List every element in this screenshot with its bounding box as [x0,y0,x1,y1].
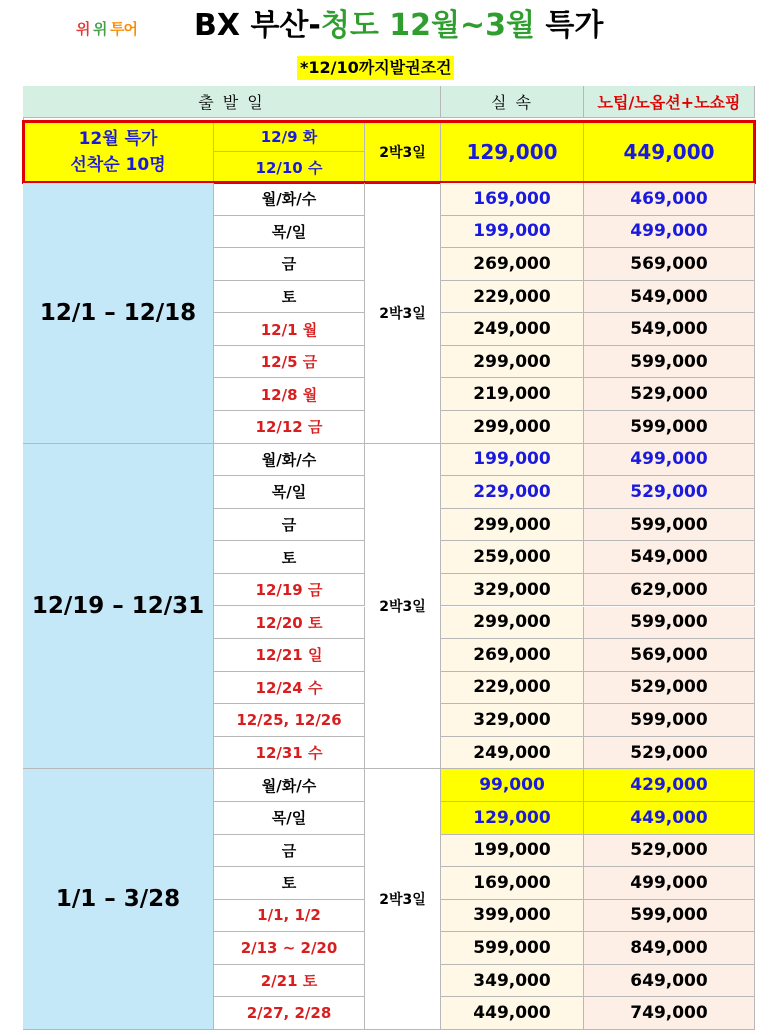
logo-part: 투어 [110,20,137,38]
group-date-range: 12/1 – 12/18 [23,183,214,444]
special-date: 12/10 수 [214,152,365,183]
departure-day: 12/31 수 [214,737,365,770]
departure-day: 토 [214,867,365,900]
actual-price: 269,000 [441,248,584,281]
group-nights: 2박3일 [365,769,441,1030]
actual-price: 299,000 [441,509,584,542]
actual-price: 449,000 [441,997,584,1030]
departure-day: 12/20 토 [214,607,365,640]
departure-day: 2/13 ~ 2/20 [214,932,365,965]
premium-price: 549,000 [584,281,755,314]
premium-price: 549,000 [584,541,755,574]
header-actual: 실 속 [441,86,584,118]
premium-price: 649,000 [584,965,755,998]
actual-price: 269,000 [441,639,584,672]
premium-price: 629,000 [584,574,755,607]
departure-day: 1/1, 1/2 [214,900,365,933]
premium-price: 499,000 [584,216,755,249]
actual-price: 259,000 [441,541,584,574]
premium-price: 469,000 [584,183,755,216]
premium-price: 529,000 [584,476,755,509]
actual-price: 299,000 [441,411,584,444]
special-nights: 2박3일 [365,121,441,183]
premium-price: 599,000 [584,607,755,640]
actual-price: 249,000 [441,313,584,346]
departure-day: 12/8 월 [214,378,365,411]
actual-price: 599,000 [441,932,584,965]
actual-price: 229,000 [441,281,584,314]
premium-price: 599,000 [584,509,755,542]
premium-price: 529,000 [584,835,755,868]
departure-day: 토 [214,541,365,574]
header-premium: 노팁/노옵션+노쇼핑 [584,86,755,118]
actual-price: 99,000 [441,769,584,802]
departure-day: 12/25, 12/26 [214,704,365,737]
actual-price: 129,000 [441,802,584,835]
departure-day: 목/일 [214,802,365,835]
departure-day: 12/21 일 [214,639,365,672]
premium-price: 499,000 [584,867,755,900]
departure-day: 목/일 [214,476,365,509]
departure-day: 월/화/수 [214,444,365,477]
group-nights: 2박3일 [365,183,441,444]
premium-price: 549,000 [584,313,755,346]
actual-price: 329,000 [441,704,584,737]
ticketing-condition: *12/10까지발권조건 [297,56,454,80]
departure-day: 12/24 수 [214,672,365,705]
page-title [194,4,654,48]
special-label [23,121,214,183]
departure-day: 2/27, 2/28 [214,997,365,1030]
title-prefix: BX 부산- [194,8,321,43]
departure-day: 12/5 금 [214,346,365,379]
departure-day: 월/화/수 [214,769,365,802]
premium-price: 529,000 [584,737,755,770]
actual-price: 249,000 [441,737,584,770]
premium-price: 569,000 [584,248,755,281]
logo-part: 위 [93,20,107,38]
actual-price: 349,000 [441,965,584,998]
actual-price: 199,000 [441,216,584,249]
departure-day: 12/12 금 [214,411,365,444]
departure-day: 12/1 월 [214,313,365,346]
departure-day: 금 [214,509,365,542]
group-nights: 2박3일 [365,444,441,770]
premium-price: 429,000 [584,769,755,802]
special-actual-price: 129,000 [441,121,584,183]
departure-day: 금 [214,835,365,868]
premium-price: 499,000 [584,444,755,477]
departure-day: 목/일 [214,216,365,249]
special-label-line: 12월 특가 [78,128,158,149]
title-highlight: 청도 12월~3월 [320,8,535,43]
special-label-line: 선착순 10명 [70,154,166,175]
departure-day: 월/화/수 [214,183,365,216]
premium-price: 599,000 [584,704,755,737]
price-table [23,86,755,1030]
actual-price: 199,000 [441,444,584,477]
actual-price: 229,000 [441,476,584,509]
actual-price: 169,000 [441,867,584,900]
logo-part: 위 [76,20,90,38]
premium-price: 599,000 [584,346,755,379]
group-date-range: 12/19 – 12/31 [23,444,214,770]
actual-price: 229,000 [441,672,584,705]
premium-price: 749,000 [584,997,755,1030]
actual-price: 399,000 [441,900,584,933]
header-departure: 출 발 일 [23,86,441,118]
departure-day: 토 [214,281,365,314]
group-date-range: 1/1 – 3/28 [23,769,214,1030]
departure-day: 12/19 금 [214,574,365,607]
premium-price: 529,000 [584,378,755,411]
premium-price: 569,000 [584,639,755,672]
premium-price: 529,000 [584,672,755,705]
actual-price: 169,000 [441,183,584,216]
premium-price: 449,000 [584,802,755,835]
departure-day: 금 [214,248,365,281]
special-premium-price: 449,000 [584,121,755,183]
premium-price: 599,000 [584,411,755,444]
actual-price: 329,000 [441,574,584,607]
actual-price: 199,000 [441,835,584,868]
actual-price: 299,000 [441,346,584,379]
actual-price: 299,000 [441,607,584,640]
special-date: 12/9 화 [214,121,365,152]
premium-price: 849,000 [584,932,755,965]
departure-day: 2/21 토 [214,965,365,998]
actual-price: 219,000 [441,378,584,411]
title-suffix: 특가 [534,8,604,43]
logo [76,16,142,40]
premium-price: 599,000 [584,900,755,933]
